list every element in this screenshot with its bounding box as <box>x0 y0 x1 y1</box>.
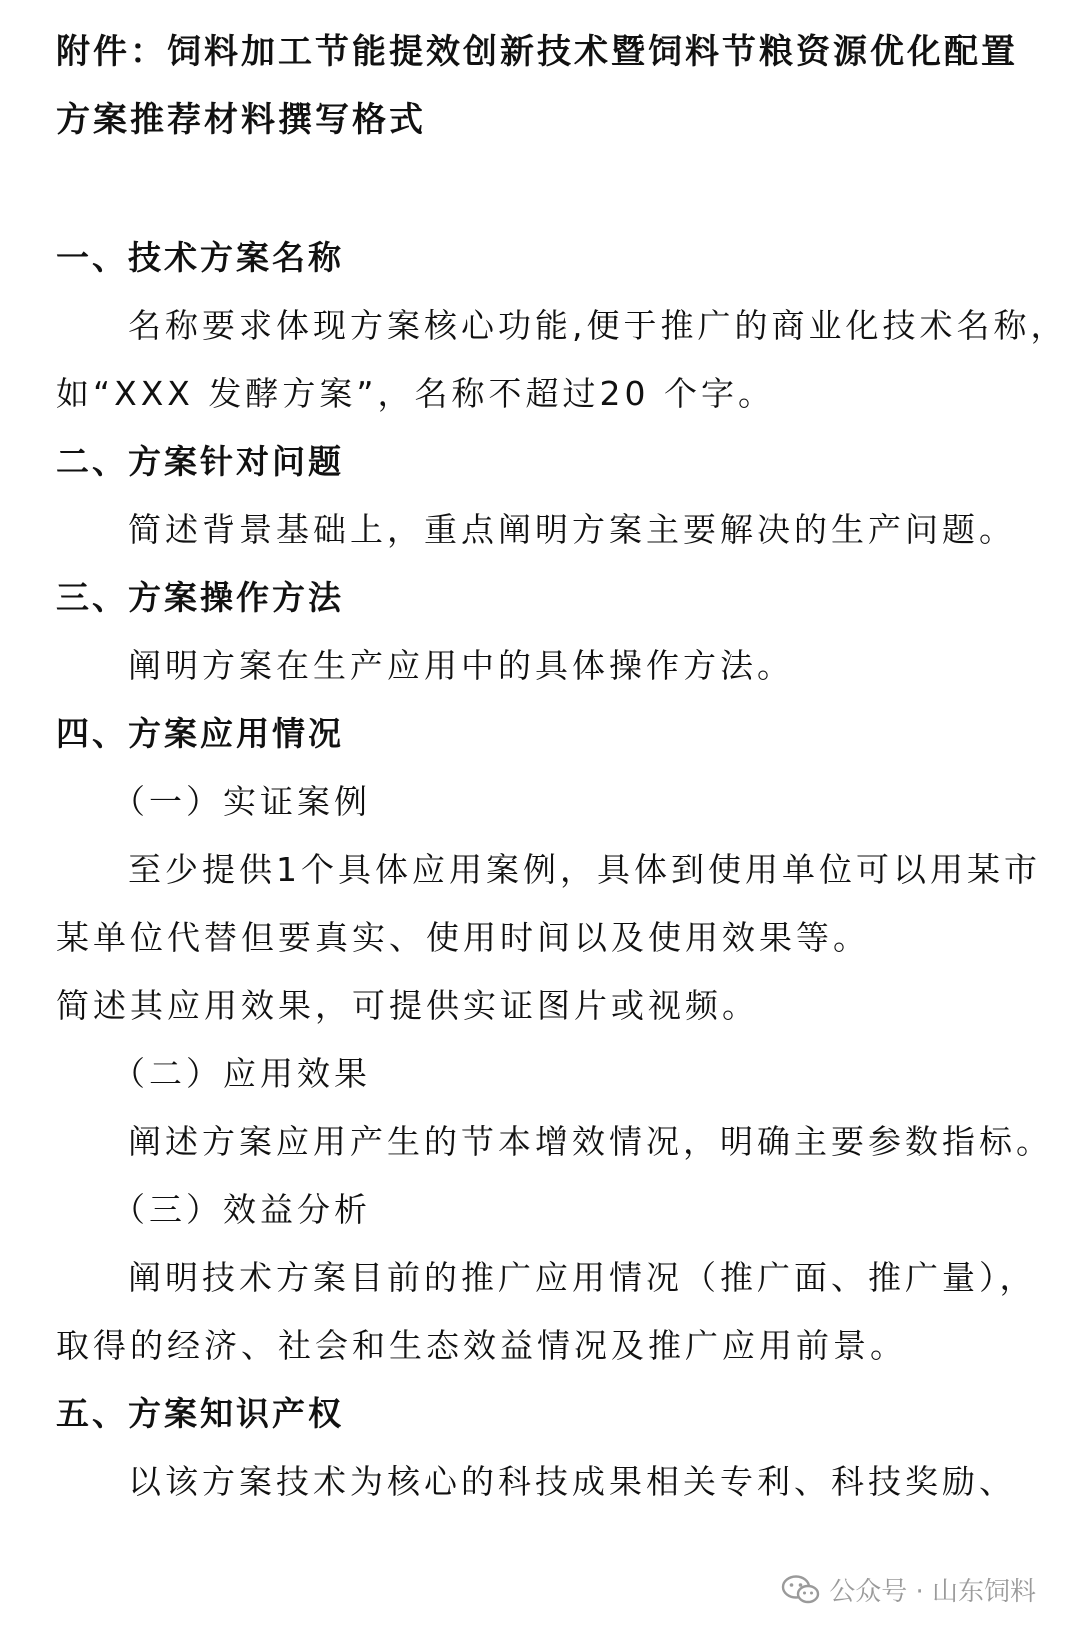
section3-paragraph: 阐明方案在生产应用中的具体操作方法。 <box>128 646 794 685</box>
doc-title-line1: 附件：饲料加工节能提效创新技术暨饲料节粮资源优化配置 <box>56 32 1018 72</box>
section4-paragraph: 阐述方案应用产生的节本增效情况，明确主要参数指标。 <box>128 1122 1053 1161</box>
section1-paragraph: 名称要求体现方案核心功能,便于推广的商业化技术名称， <box>128 306 1068 345</box>
section1-heading: 一、技术方案名称 <box>56 238 344 277</box>
section4-paragraph: 至少提供1个具体应用案例，具体到使用单位可以用某市 <box>128 850 1041 889</box>
section4-paragraph: 阐明技术方案目前的推广应用情况（推广面、推广量）， <box>128 1258 1037 1297</box>
section5-paragraph: 以该方案技术为核心的科技成果相关专利、科技奖励、 <box>128 1462 1016 1501</box>
section5-heading: 五、方案知识产权 <box>56 1394 344 1433</box>
wechat-watermark <box>781 1571 1036 1608</box>
doc-title-line2: 方案推荐材料撰写格式 <box>56 100 426 140</box>
section3-heading: 三、方案操作方法 <box>56 578 344 617</box>
section4-subheading: （三）效益分析 <box>112 1190 371 1229</box>
section4-paragraph: 取得的经济、社会和生态效益情况及推广应用前景。 <box>56 1326 907 1365</box>
section4-paragraph: 简述其应用效果，可提供实证图片或视频。 <box>56 986 759 1025</box>
section2-paragraph: 简述背景基础上，重点阐明方案主要解决的生产问题。 <box>128 510 1016 549</box>
wechat-icon <box>781 1574 821 1606</box>
section4-heading: 四、方案应用情况 <box>56 714 344 753</box>
section2-heading: 二、方案针对问题 <box>56 442 344 481</box>
section4-subheading: （一）实证案例 <box>112 782 371 821</box>
watermark-text: 公众号 · 山东饲料 <box>829 1577 1036 1607</box>
section1-paragraph: 如“XXX 发酵方案”，名称不超过20 个字。 <box>56 374 775 413</box>
section4-paragraph: 某单位代替但要真实、使用时间以及使用效果等。 <box>56 918 870 957</box>
section4-subheading: （二）应用效果 <box>112 1054 371 1093</box>
